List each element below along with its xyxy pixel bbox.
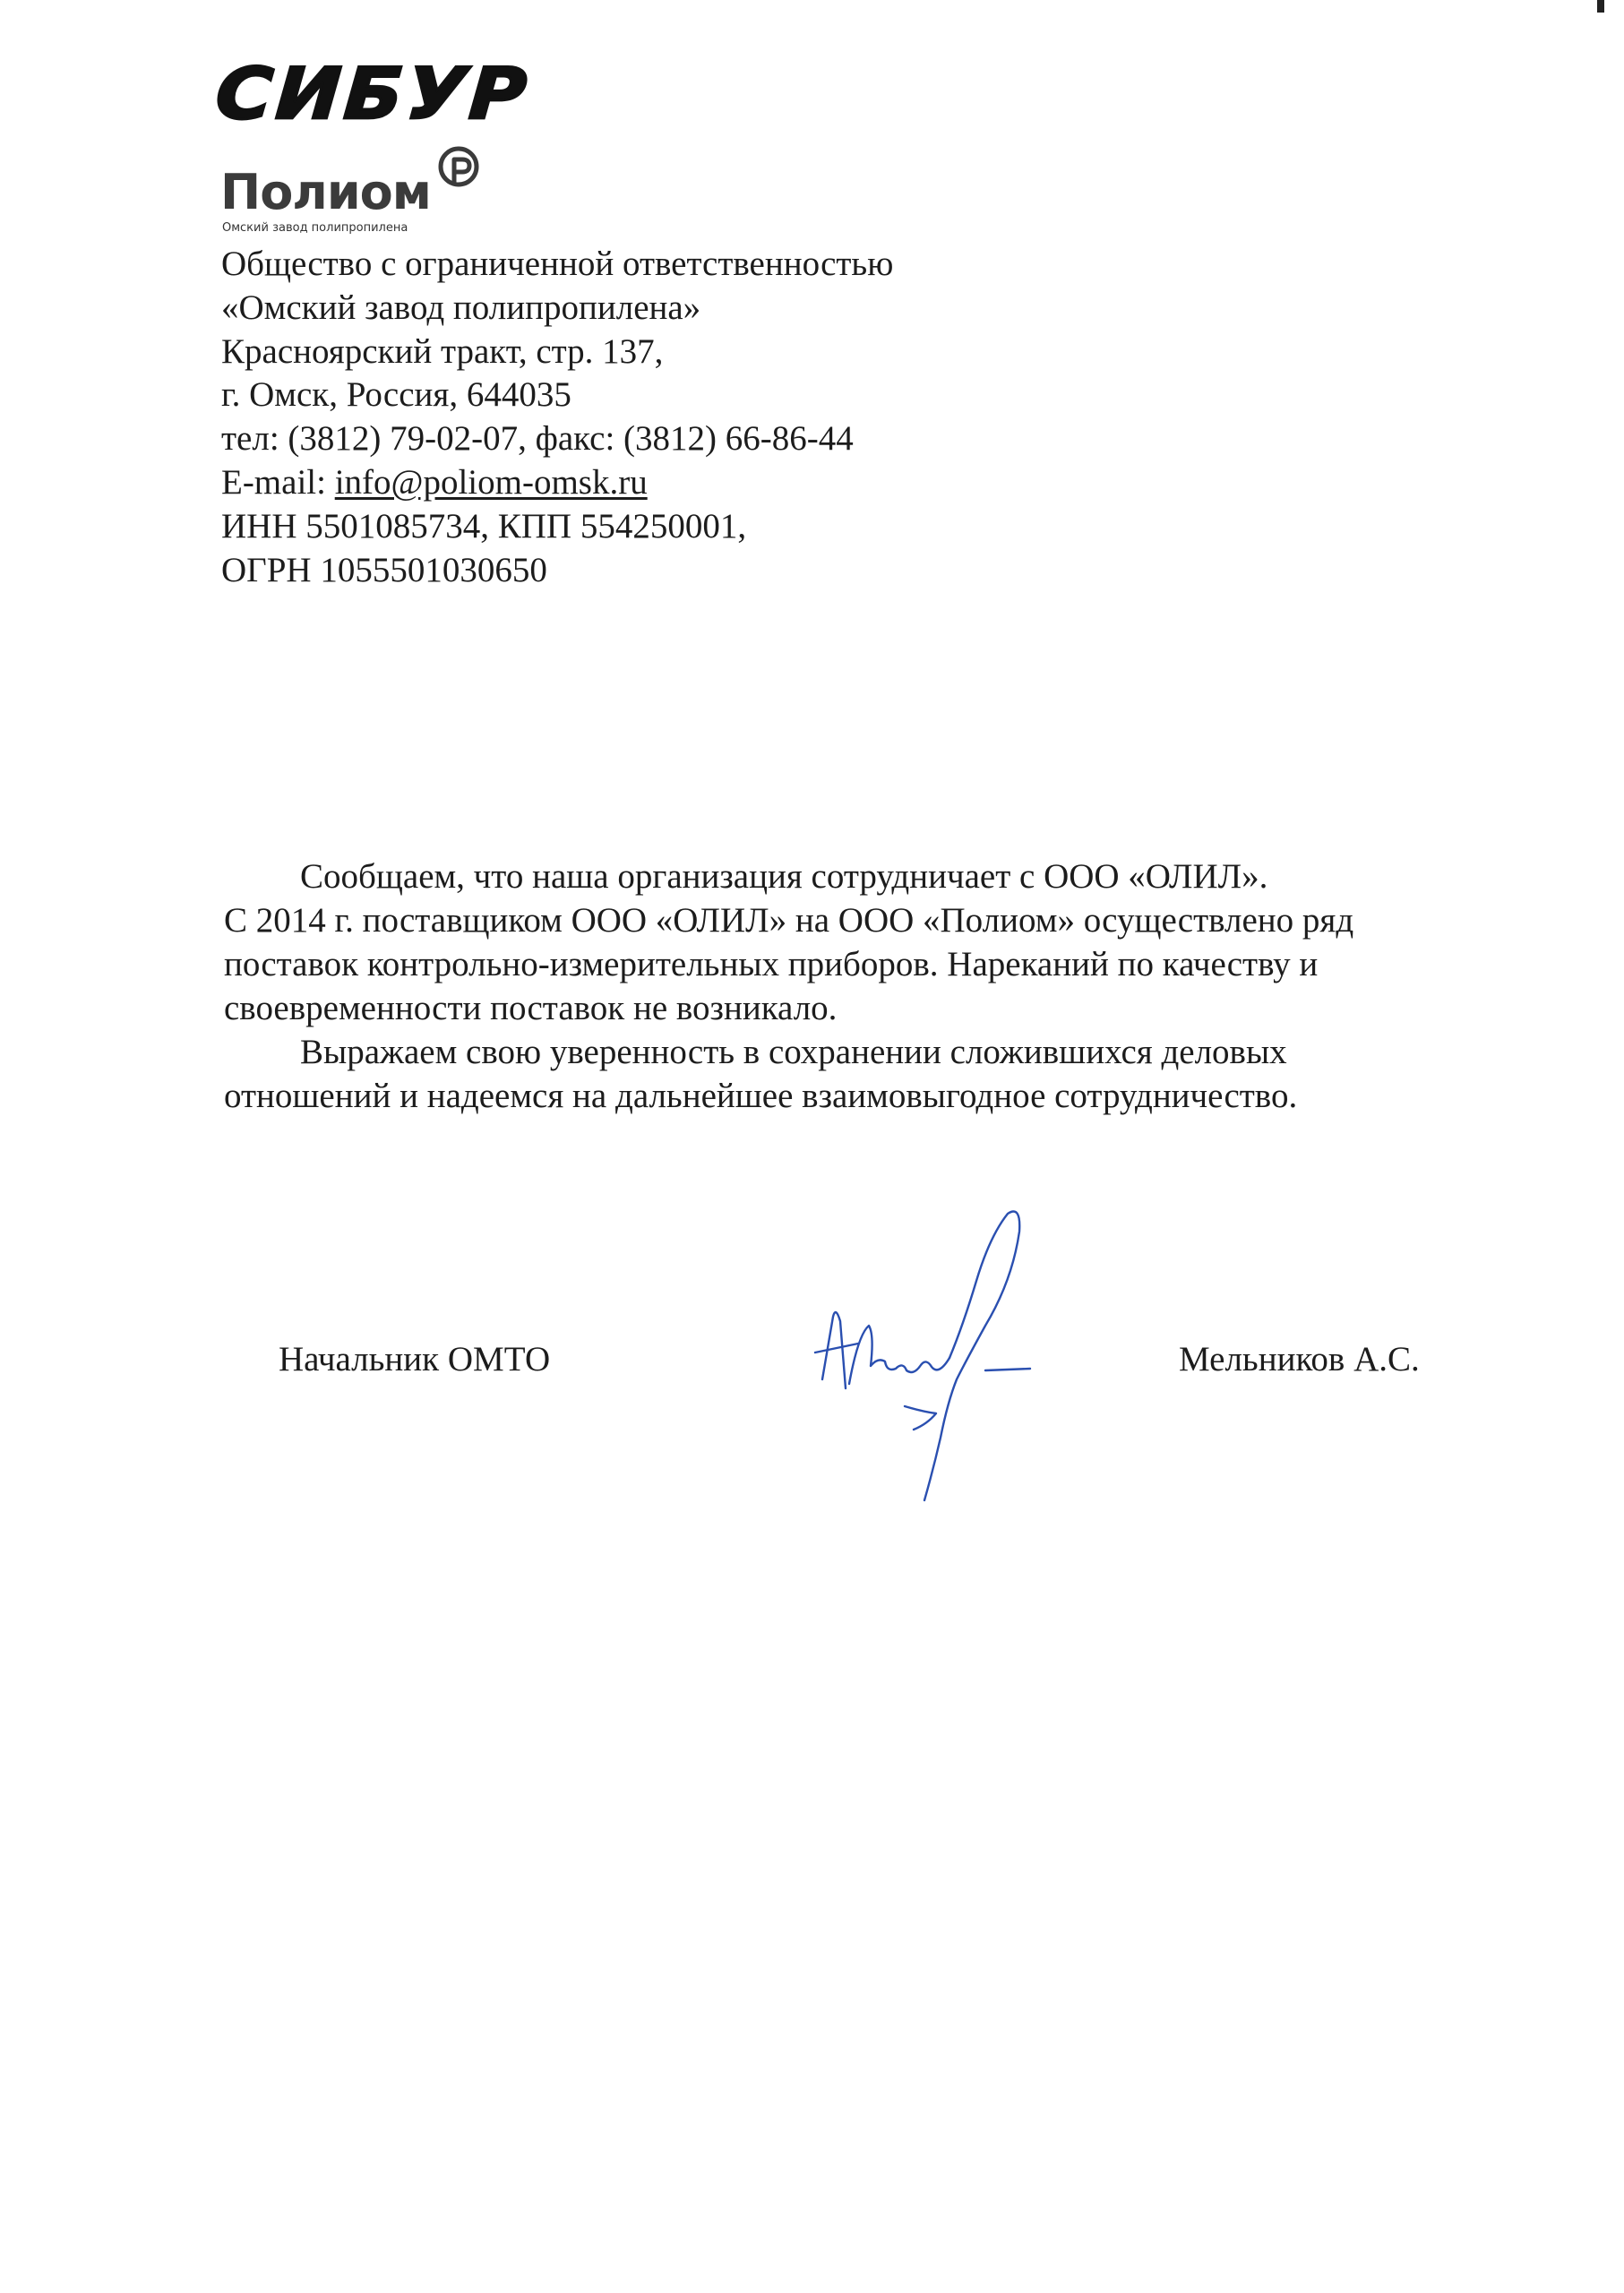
body-paragraph-1-line-1: Сообщаем, что наша организация сотрудничает с ООО «ОЛИЛ». xyxy=(300,857,1268,896)
requisites-line-legal-form: Общество с ограниченной ответственностью xyxy=(221,245,894,283)
poliom-mark-icon xyxy=(435,143,487,195)
poliom-logo xyxy=(220,143,507,242)
signer-position: Начальник ОМТО xyxy=(279,1340,551,1378)
body-paragraph-1-line-2: С 2014 г. поставщиком ООО «ОЛИЛ» на ООО «Полиом» осуществлено ряд xyxy=(224,901,1354,940)
requisites-line-ogrn: ОГРН 1055501030650 xyxy=(221,550,547,589)
requisites-line-city: г. Омск, Россия, 644035 xyxy=(221,375,571,415)
body-paragraph-2-line-1: Выражаем свою уверенность в сохранении сложившихся деловых xyxy=(300,1033,1287,1071)
poliom-logo-text: Полиом xyxy=(220,164,431,220)
email-link[interactable]: info@poliom-omsk.ru xyxy=(334,462,648,502)
poliom-tagline: Омский завод полипропилена xyxy=(222,221,408,235)
requisites-line-inn: ИНН 5501085734, КПП 554250001, xyxy=(221,506,747,545)
requisites-line-street: Красноярский тракт, стр. 137, xyxy=(221,331,664,371)
handwritten-signature xyxy=(806,1200,1057,1505)
sibur-logo: СИБУР xyxy=(213,53,533,136)
requisites-line-email xyxy=(221,461,893,505)
body-paragraph-1-line-3: поставок контрольно-измерительных приборов. Нареканий по качеству и xyxy=(224,945,1319,983)
body-paragraph-1-line-4: своевременности поставок не возникало. xyxy=(224,989,838,1027)
requisites-line-company-name: «Омский завод полипропилена» xyxy=(221,288,701,327)
letter-body xyxy=(224,855,1496,1118)
company-requisites xyxy=(221,243,893,592)
email-label: E-mail: xyxy=(221,462,335,502)
signer-name: Мельников А.С. xyxy=(1179,1340,1420,1378)
body-paragraph-2-line-2: отношений и надеемся на дальнейшее взаимовыгодное сотрудничество. xyxy=(224,1077,1298,1115)
requisites-line-phone: тел: (3812) 79-02-07, факс: (3812) 66-86-44 xyxy=(221,419,854,459)
scan-edge-mark xyxy=(1597,0,1604,13)
